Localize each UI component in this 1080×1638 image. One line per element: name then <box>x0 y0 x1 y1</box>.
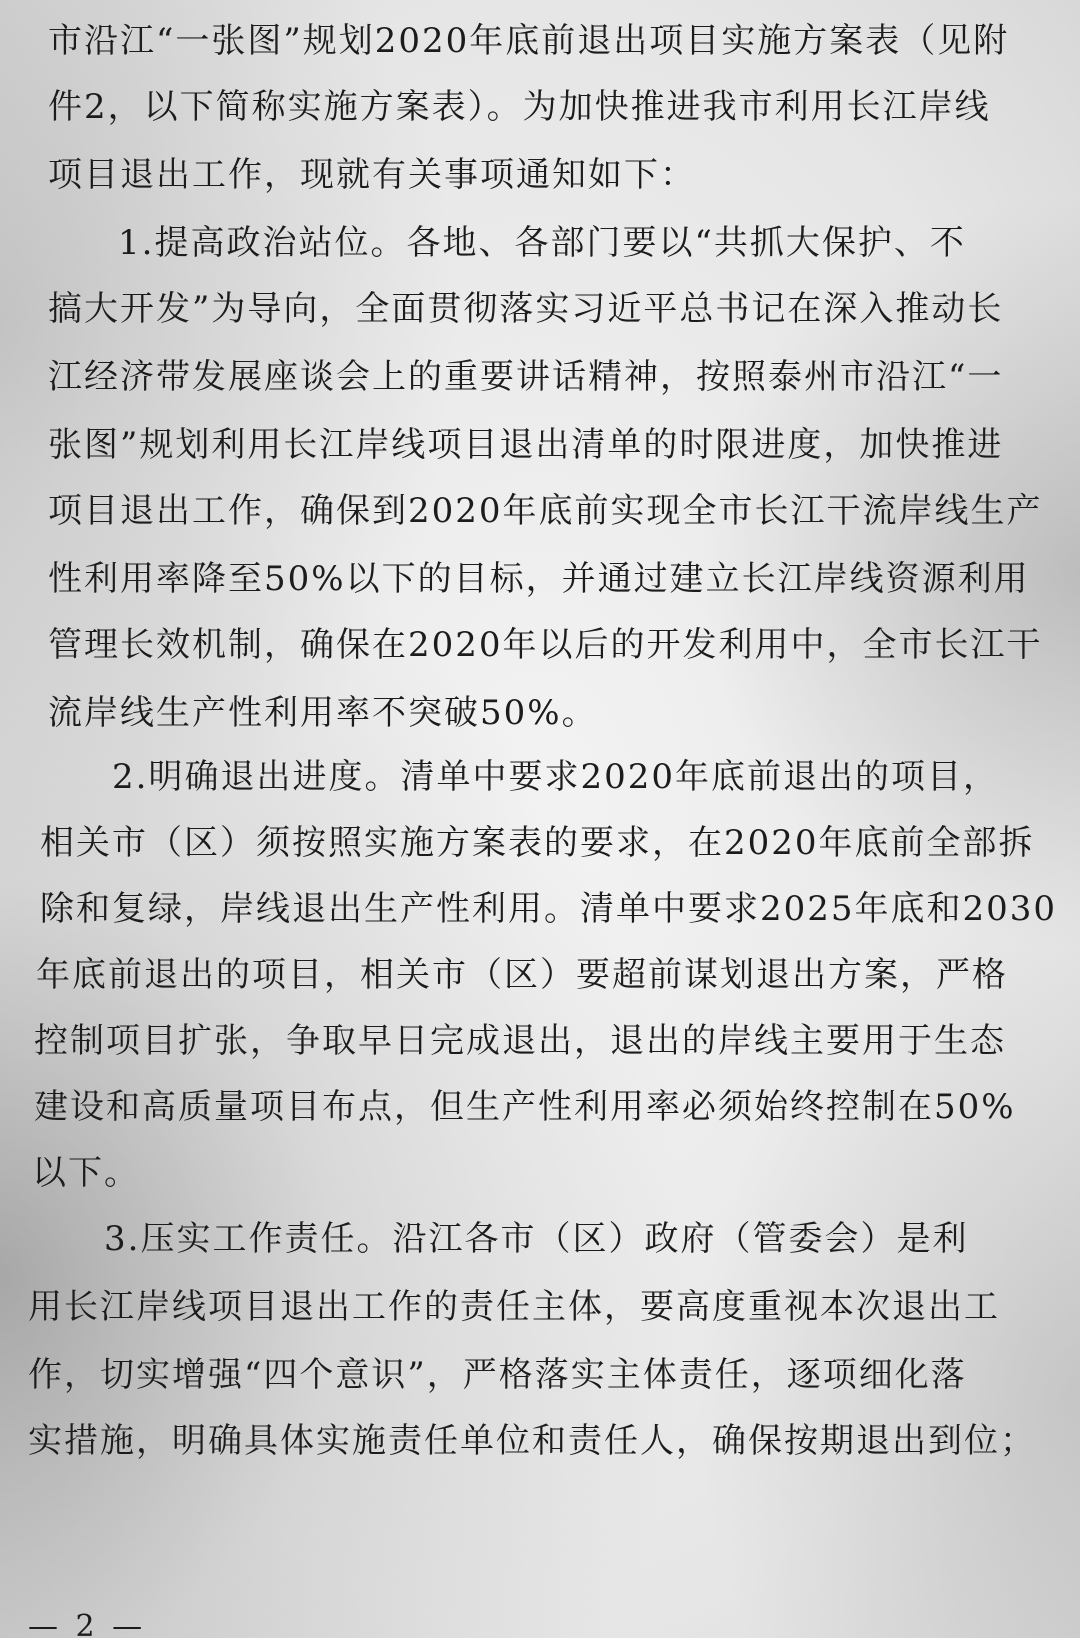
text-line: 件2，以下简称实施方案表）。为加快推进我市利用长江岸线 <box>48 87 991 127</box>
text-line: 管理长效机制，确保在2020年以后的开发利用中，全市长江干 <box>48 625 1043 665</box>
text-line: 以下。 <box>32 1153 140 1193</box>
text-line: 2.明确退出进度。清单中要求2020年底前退出的项目， <box>112 757 999 797</box>
text-line: 张图”规划利用长江岸线项目退出清单的时限进度，加快推进 <box>48 425 1004 465</box>
text-line: 3.压实工作责任。沿江各市（区）政府（管委会）是利 <box>104 1219 969 1259</box>
text-line: 市沿江“一张图”规划2020年底前退出项目实施方案表（见附 <box>48 21 1010 61</box>
text-line: 年底前退出的项目，相关市（区）要超前谋划退出方案，严格 <box>36 955 1008 995</box>
text-line: 建设和高质量项目布点，但生产性利用率必须始终控制在50% <box>34 1087 1016 1127</box>
text-line: 除和复绿，岸线退出生产性利用。清单中要求2025年底和2030 <box>40 889 1058 929</box>
text-line: 作，切实增强“四个意识”，严格落实主体责任，逐项细化落 <box>28 1355 967 1395</box>
text-line: 项目退出工作，现就有关事项通知如下： <box>48 155 696 195</box>
text-line: 实措施，明确具体实施责任单位和责任人，确保按期退出到位； <box>28 1421 1036 1461</box>
text-line: 用长江岸线项目退出工作的责任主体，要高度重视本次退出工 <box>28 1287 1000 1327</box>
text-line: 性利用率降至50%以下的目标，并通过建立长江岸线资源利用 <box>48 559 1030 599</box>
text-line: 1.提高政治站位。各地、各部门要以“共抓大保护、不 <box>118 223 966 263</box>
text-line: 项目退出工作，确保到2020年底前实现全市长江干流岸线生产 <box>48 491 1043 531</box>
text-line: 流岸线生产性利用率不突破50%。 <box>48 693 598 733</box>
text-line: 搞大开发”为导向，全面贯彻落实习近平总书记在深入推动长 <box>48 289 1004 329</box>
text-line: 江经济带发展座谈会上的重要讲话精神，按照泰州市沿江“一 <box>48 357 1004 397</box>
page-number: — 2 — <box>28 1609 147 1638</box>
text-line: 相关市（区）须按照实施方案表的要求，在2020年底前全部拆 <box>40 823 1035 863</box>
text-line: 控制项目扩张，争取早日完成退出，退出的岸线主要用于生态 <box>34 1021 1006 1061</box>
